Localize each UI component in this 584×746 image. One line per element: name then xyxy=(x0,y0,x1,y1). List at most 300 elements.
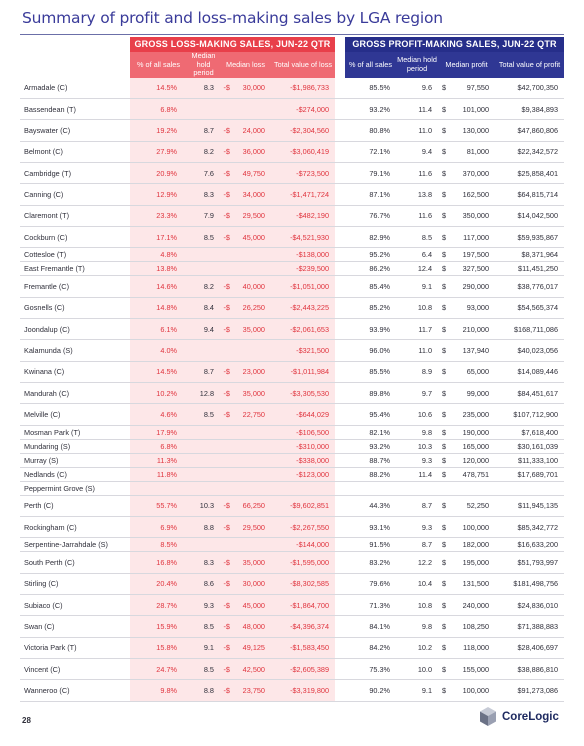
cell-profit-pct: 79.1% xyxy=(345,162,396,183)
cell-loss-hold xyxy=(187,453,220,467)
cell-profit-total: $25,858,401 xyxy=(495,162,564,183)
cell-loss-median: 49,750 xyxy=(236,162,271,183)
cell-loss-total: -$2,605,389 xyxy=(271,659,335,680)
cell-profit-median: 81,000 xyxy=(453,141,495,162)
cell-profit-hold: 10.8 xyxy=(396,297,438,318)
cell-loss-median xyxy=(236,467,271,481)
cell-profit-hold: 13.8 xyxy=(396,184,438,205)
cell-loss-pct: 19.2% xyxy=(130,120,187,141)
cell-loss-sign xyxy=(220,340,236,361)
cell-profit-sign: $ xyxy=(438,382,453,403)
cell-profit-median: 117,000 xyxy=(453,226,495,247)
table-row xyxy=(20,162,564,183)
cell-loss-total: -$2,267,550 xyxy=(271,517,335,538)
table-row xyxy=(20,595,564,616)
cell-loss-total xyxy=(271,481,335,495)
col-profit-median: Median profit xyxy=(438,52,495,78)
brand-name: CoreLogic xyxy=(502,711,559,723)
cell-profit-total: $71,388,883 xyxy=(495,616,564,637)
cell-profit-median: 210,000 xyxy=(453,318,495,339)
cell-loss-sign: -$ xyxy=(220,120,236,141)
table-row xyxy=(20,637,564,658)
cell-profit-median: 108,250 xyxy=(453,616,495,637)
cell-profit-pct: 80.8% xyxy=(345,120,396,141)
cell-loss-hold: 8.5 xyxy=(187,659,220,680)
cell-profit-pct: 86.2% xyxy=(345,262,396,276)
cell-lga: Belmont (C) xyxy=(20,141,130,162)
cell-gap xyxy=(335,120,345,141)
cell-gap xyxy=(335,616,345,637)
cell-profit-hold: 12.4 xyxy=(396,262,438,276)
cell-profit-total: $8,371,964 xyxy=(495,248,564,262)
cell-profit-pct: 93.2% xyxy=(345,439,396,453)
cell-gap xyxy=(335,659,345,680)
cell-profit-hold: 6.4 xyxy=(396,248,438,262)
cell-profit-sign: $ xyxy=(438,98,453,119)
cell-profit-sign: $ xyxy=(438,616,453,637)
cell-profit-sign: $ xyxy=(438,425,453,439)
cell-profit-hold: 9.6 xyxy=(396,78,438,99)
cell-loss-hold: 7.6 xyxy=(187,162,220,183)
table-row xyxy=(20,404,564,425)
table-row xyxy=(20,262,564,276)
cell-loss-total: -$1,471,724 xyxy=(271,184,335,205)
cell-profit-pct: 44.3% xyxy=(345,495,396,516)
cell-gap xyxy=(335,552,345,573)
cell-gap xyxy=(335,262,345,276)
cell-profit-sign: $ xyxy=(438,538,453,552)
cell-lga: Canning (C) xyxy=(20,184,130,205)
table-row xyxy=(20,616,564,637)
cell-profit-sign: $ xyxy=(438,318,453,339)
cell-loss-pct: 11.3% xyxy=(130,453,187,467)
cell-profit-pct: 87.1% xyxy=(345,184,396,205)
header-gap xyxy=(335,37,345,52)
cell-loss-median: 23,000 xyxy=(236,361,271,382)
cell-loss-hold: 9.4 xyxy=(187,318,220,339)
cell-gap xyxy=(335,297,345,318)
cell-loss-median: 45,000 xyxy=(236,595,271,616)
col-loss-median: Median loss xyxy=(220,52,271,78)
cell-loss-pct: 27.9% xyxy=(130,141,187,162)
cell-loss-median: 34,000 xyxy=(236,184,271,205)
cell-profit-hold: 11.6 xyxy=(396,205,438,226)
cell-lga: East Fremantle (T) xyxy=(20,262,130,276)
cell-loss-sign xyxy=(220,481,236,495)
table-row xyxy=(20,680,564,701)
cell-lga: Perth (C) xyxy=(20,495,130,516)
cell-gap xyxy=(335,98,345,119)
cell-loss-hold: 8.3 xyxy=(187,78,220,99)
cell-profit-sign: $ xyxy=(438,297,453,318)
table-row xyxy=(20,517,564,538)
cell-loss-median xyxy=(236,340,271,361)
cell-loss-pct: 14.5% xyxy=(130,78,187,99)
cell-profit-median: 165,000 xyxy=(453,439,495,453)
cell-loss-hold: 8.2 xyxy=(187,141,220,162)
cell-loss-total: -$3,305,530 xyxy=(271,382,335,403)
cell-profit-hold: 11.4 xyxy=(396,98,438,119)
cell-loss-sign: -$ xyxy=(220,361,236,382)
cell-loss-sign: -$ xyxy=(220,382,236,403)
cell-profit-median: 182,000 xyxy=(453,538,495,552)
cell-loss-sign: -$ xyxy=(220,517,236,538)
cell-profit-hold: 10.4 xyxy=(396,573,438,594)
cell-profit-hold: 11.4 xyxy=(396,467,438,481)
cell-loss-sign: -$ xyxy=(220,276,236,297)
cell-profit-pct: 79.6% xyxy=(345,573,396,594)
cell-profit-hold xyxy=(396,481,438,495)
cell-profit-median: 190,000 xyxy=(453,425,495,439)
cell-lga: South Perth (C) xyxy=(20,552,130,573)
cell-loss-pct: 12.9% xyxy=(130,184,187,205)
cell-loss-hold xyxy=(187,481,220,495)
cell-gap xyxy=(335,495,345,516)
cell-profit-median: 327,500 xyxy=(453,262,495,276)
table-row xyxy=(20,297,564,318)
cell-loss-hold xyxy=(187,98,220,119)
cell-profit-total: $168,711,086 xyxy=(495,318,564,339)
table-row xyxy=(20,481,564,495)
cell-loss-pct: 17.9% xyxy=(130,425,187,439)
cell-loss-pct: 11.8% xyxy=(130,467,187,481)
cell-gap xyxy=(335,453,345,467)
cell-loss-median: 49,125 xyxy=(236,637,271,658)
col-profit-total: Total value of profit xyxy=(495,52,564,78)
cell-loss-sign: -$ xyxy=(220,205,236,226)
page-title: Summary of profit and loss-making sales by LGA region xyxy=(22,9,443,27)
cell-loss-total: -$3,060,419 xyxy=(271,141,335,162)
cell-loss-pct: 8.5% xyxy=(130,538,187,552)
cell-lga: Kalamunda (S) xyxy=(20,340,130,361)
cell-loss-sign: -$ xyxy=(220,659,236,680)
cell-loss-sign: -$ xyxy=(220,552,236,573)
cell-loss-hold: 7.9 xyxy=(187,205,220,226)
cell-loss-sign: -$ xyxy=(220,616,236,637)
cell-profit-hold: 11.7 xyxy=(396,318,438,339)
cell-profit-pct: 76.7% xyxy=(345,205,396,226)
cell-loss-total: -$239,500 xyxy=(271,262,335,276)
col-profit-hold: Median hold period xyxy=(396,52,438,78)
cell-loss-pct: 13.8% xyxy=(130,262,187,276)
cell-loss-total: -$8,302,585 xyxy=(271,573,335,594)
cell-loss-pct: 20.9% xyxy=(130,162,187,183)
cell-loss-sign: -$ xyxy=(220,573,236,594)
cell-profit-median xyxy=(453,481,495,495)
cell-loss-sign: -$ xyxy=(220,226,236,247)
cell-profit-median: 240,000 xyxy=(453,595,495,616)
cell-loss-total: -$3,319,800 xyxy=(271,680,335,701)
cell-gap xyxy=(335,404,345,425)
cell-lga: Claremont (T) xyxy=(20,205,130,226)
cell-loss-sign xyxy=(220,538,236,552)
cell-profit-sign: $ xyxy=(438,120,453,141)
table-row xyxy=(20,467,564,481)
cell-profit-total: $85,342,772 xyxy=(495,517,564,538)
cell-profit-median: 235,000 xyxy=(453,404,495,425)
table-row xyxy=(20,425,564,439)
cell-loss-sign: -$ xyxy=(220,637,236,658)
cell-profit-total: $59,935,867 xyxy=(495,226,564,247)
cell-profit-total: $107,712,900 xyxy=(495,404,564,425)
cell-profit-hold: 11.6 xyxy=(396,162,438,183)
cell-loss-total: -$144,000 xyxy=(271,538,335,552)
cell-lga: Kwinana (C) xyxy=(20,361,130,382)
cell-loss-hold: 8.5 xyxy=(187,616,220,637)
cell-loss-total: -$2,443,225 xyxy=(271,297,335,318)
cell-loss-total: -$321,500 xyxy=(271,340,335,361)
cell-loss-median: 42,500 xyxy=(236,659,271,680)
cell-gap xyxy=(335,538,345,552)
cell-loss-sign: -$ xyxy=(220,404,236,425)
cell-lga: Mosman Park (T) xyxy=(20,425,130,439)
cell-profit-median: 100,000 xyxy=(453,680,495,701)
cell-lga: Subiaco (C) xyxy=(20,595,130,616)
cell-gap xyxy=(335,425,345,439)
cell-loss-hold: 8.7 xyxy=(187,120,220,141)
cell-lga: Mandurah (C) xyxy=(20,382,130,403)
cell-loss-hold xyxy=(187,439,220,453)
cell-loss-sign xyxy=(220,262,236,276)
cell-loss-median xyxy=(236,248,271,262)
cell-profit-pct: 84.2% xyxy=(345,637,396,658)
cell-profit-sign: $ xyxy=(438,361,453,382)
cell-loss-pct: 4.0% xyxy=(130,340,187,361)
cell-loss-median xyxy=(236,439,271,453)
cell-loss-pct: 17.1% xyxy=(130,226,187,247)
cell-loss-median: 24,000 xyxy=(236,120,271,141)
cell-profit-median: 350,000 xyxy=(453,205,495,226)
cell-profit-pct: 84.1% xyxy=(345,616,396,637)
cell-profit-pct: 95.4% xyxy=(345,404,396,425)
cell-loss-hold xyxy=(187,262,220,276)
cell-profit-hold: 9.8 xyxy=(396,616,438,637)
cell-loss-sign: -$ xyxy=(220,680,236,701)
cell-profit-hold: 9.8 xyxy=(396,425,438,439)
cell-profit-hold: 10.8 xyxy=(396,595,438,616)
cell-gap xyxy=(335,318,345,339)
cell-loss-median: 26,250 xyxy=(236,297,271,318)
cell-profit-hold: 8.9 xyxy=(396,361,438,382)
cell-loss-total: -$2,061,653 xyxy=(271,318,335,339)
cell-profit-sign: $ xyxy=(438,162,453,183)
cell-lga: Bassendean (T) xyxy=(20,98,130,119)
cell-loss-total: -$1,864,700 xyxy=(271,595,335,616)
cell-loss-pct: 15.8% xyxy=(130,637,187,658)
cell-loss-sign: -$ xyxy=(220,162,236,183)
cell-profit-hold: 9.1 xyxy=(396,276,438,297)
cell-gap xyxy=(335,382,345,403)
profit-group-header: GROSS PROFIT-MAKING SALES, JUN-22 QTR xyxy=(345,37,564,52)
cell-lga: Armadale (C) xyxy=(20,78,130,99)
table-row xyxy=(20,495,564,516)
cell-profit-total: $38,886,810 xyxy=(495,659,564,680)
cell-loss-median: 35,000 xyxy=(236,552,271,573)
cell-lga: Vincent (C) xyxy=(20,659,130,680)
title-rule xyxy=(20,34,564,35)
cell-profit-median: 101,000 xyxy=(453,98,495,119)
cell-loss-median: 22,750 xyxy=(236,404,271,425)
cell-profit-sign: $ xyxy=(438,262,453,276)
cell-loss-sign xyxy=(220,467,236,481)
table-row xyxy=(20,340,564,361)
cell-loss-median xyxy=(236,425,271,439)
cell-loss-sign: -$ xyxy=(220,595,236,616)
cell-profit-total: $84,451,617 xyxy=(495,382,564,403)
cell-gap xyxy=(335,361,345,382)
cell-loss-total: -$274,000 xyxy=(271,98,335,119)
cell-loss-total: -$4,521,930 xyxy=(271,226,335,247)
cell-loss-total: -$723,500 xyxy=(271,162,335,183)
loss-group-header: GROSS LOSS-MAKING SALES, JUN-22 QTR xyxy=(130,37,335,52)
cell-profit-sign xyxy=(438,481,453,495)
cell-profit-total: $42,700,350 xyxy=(495,78,564,99)
cell-profit-hold: 11.0 xyxy=(396,120,438,141)
subheader-gap xyxy=(335,52,345,78)
cell-lga: Murray (S) xyxy=(20,453,130,467)
cell-profit-sign: $ xyxy=(438,453,453,467)
cell-profit-median: 118,000 xyxy=(453,637,495,658)
table-row xyxy=(20,205,564,226)
cell-profit-total: $54,565,374 xyxy=(495,297,564,318)
cell-loss-total: -$9,602,851 xyxy=(271,495,335,516)
cell-loss-total: -$482,190 xyxy=(271,205,335,226)
cell-profit-pct: 75.3% xyxy=(345,659,396,680)
cell-profit-hold: 8.7 xyxy=(396,538,438,552)
cell-profit-sign: $ xyxy=(438,637,453,658)
table-row xyxy=(20,318,564,339)
cell-profit-median: 97,550 xyxy=(453,78,495,99)
cell-gap xyxy=(335,637,345,658)
table-row xyxy=(20,184,564,205)
table-row xyxy=(20,453,564,467)
cell-profit-sign: $ xyxy=(438,141,453,162)
cell-loss-sign xyxy=(220,453,236,467)
cell-loss-total: -$2,304,560 xyxy=(271,120,335,141)
table-row xyxy=(20,98,564,119)
cell-loss-pct: 4.6% xyxy=(130,404,187,425)
header-blank xyxy=(20,37,130,52)
cell-loss-pct: 20.4% xyxy=(130,573,187,594)
cell-profit-pct: 82.1% xyxy=(345,425,396,439)
cell-lga: Swan (C) xyxy=(20,616,130,637)
cell-profit-pct: 91.5% xyxy=(345,538,396,552)
cell-gap xyxy=(335,184,345,205)
cell-loss-pct: 4.8% xyxy=(130,248,187,262)
table-row xyxy=(20,552,564,573)
cell-gap xyxy=(335,439,345,453)
cell-profit-median: 370,000 xyxy=(453,162,495,183)
cell-profit-total: $16,633,200 xyxy=(495,538,564,552)
cell-profit-total: $28,406,697 xyxy=(495,637,564,658)
cell-profit-pct: 88.2% xyxy=(345,467,396,481)
cell-loss-pct xyxy=(130,481,187,495)
cell-loss-median: 36,000 xyxy=(236,141,271,162)
cell-profit-sign: $ xyxy=(438,78,453,99)
page-number: 28 xyxy=(22,716,31,725)
cell-profit-hold: 10.6 xyxy=(396,404,438,425)
cell-profit-median: 155,000 xyxy=(453,659,495,680)
cell-profit-hold: 8.7 xyxy=(396,495,438,516)
cell-lga: Joondalup (C) xyxy=(20,318,130,339)
cell-profit-pct: 72.1% xyxy=(345,141,396,162)
cell-profit-sign: $ xyxy=(438,439,453,453)
cell-lga: Melville (C) xyxy=(20,404,130,425)
cell-loss-hold: 8.3 xyxy=(187,184,220,205)
cell-profit-hold: 9.1 xyxy=(396,680,438,701)
cell-loss-total: -$310,000 xyxy=(271,439,335,453)
cell-profit-median: 52,250 xyxy=(453,495,495,516)
cell-profit-hold: 10.2 xyxy=(396,637,438,658)
cell-loss-median: 35,000 xyxy=(236,382,271,403)
table-row xyxy=(20,538,564,552)
table-row xyxy=(20,659,564,680)
cell-profit-total: $11,451,250 xyxy=(495,262,564,276)
cell-profit-hold: 12.2 xyxy=(396,552,438,573)
cell-lga: Rockingham (C) xyxy=(20,517,130,538)
cell-loss-sign xyxy=(220,439,236,453)
cell-loss-hold: 8.8 xyxy=(187,680,220,701)
cell-gap xyxy=(335,248,345,262)
cell-profit-total: $24,836,010 xyxy=(495,595,564,616)
cell-loss-sign: -$ xyxy=(220,78,236,99)
cell-gap xyxy=(335,340,345,361)
cell-loss-median: 66,250 xyxy=(236,495,271,516)
cell-profit-total: $181,498,756 xyxy=(495,573,564,594)
cell-lga: Bayswater (C) xyxy=(20,120,130,141)
cell-loss-total: -$1,986,733 xyxy=(271,78,335,99)
cell-loss-median: 45,000 xyxy=(236,226,271,247)
cell-loss-hold: 8.6 xyxy=(187,573,220,594)
cell-profit-pct: 85.4% xyxy=(345,276,396,297)
cell-profit-pct xyxy=(345,481,396,495)
cell-loss-pct: 55.7% xyxy=(130,495,187,516)
cell-loss-hold: 8.8 xyxy=(187,517,220,538)
cell-profit-total: $11,945,135 xyxy=(495,495,564,516)
cell-profit-total: $51,793,997 xyxy=(495,552,564,573)
cell-gap xyxy=(335,141,345,162)
cell-loss-pct: 6.9% xyxy=(130,517,187,538)
cell-loss-hold: 10.3 xyxy=(187,495,220,516)
cell-profit-pct: 82.9% xyxy=(345,226,396,247)
cell-profit-hold: 9.3 xyxy=(396,453,438,467)
cell-profit-hold: 10.3 xyxy=(396,439,438,453)
cell-loss-pct: 14.5% xyxy=(130,361,187,382)
cell-profit-pct: 85.2% xyxy=(345,297,396,318)
cell-loss-hold: 8.5 xyxy=(187,226,220,247)
cell-loss-sign xyxy=(220,425,236,439)
cell-loss-median xyxy=(236,98,271,119)
table-row xyxy=(20,78,564,99)
cell-profit-median: 130,000 xyxy=(453,120,495,141)
cell-profit-sign: $ xyxy=(438,340,453,361)
table-row xyxy=(20,120,564,141)
cell-loss-pct: 14.8% xyxy=(130,297,187,318)
cell-loss-sign: -$ xyxy=(220,297,236,318)
cell-loss-median: 30,000 xyxy=(236,573,271,594)
cell-lga: Nedlands (C) xyxy=(20,467,130,481)
cell-loss-pct: 10.2% xyxy=(130,382,187,403)
cell-loss-pct: 23.3% xyxy=(130,205,187,226)
cell-loss-median xyxy=(236,262,271,276)
cell-loss-total: -$1,583,450 xyxy=(271,637,335,658)
cell-profit-sign: $ xyxy=(438,552,453,573)
cell-profit-total: $7,618,400 xyxy=(495,425,564,439)
cell-loss-hold xyxy=(187,538,220,552)
cell-loss-median: 35,000 xyxy=(236,318,271,339)
cell-profit-total: $64,815,714 xyxy=(495,184,564,205)
cell-gap xyxy=(335,595,345,616)
